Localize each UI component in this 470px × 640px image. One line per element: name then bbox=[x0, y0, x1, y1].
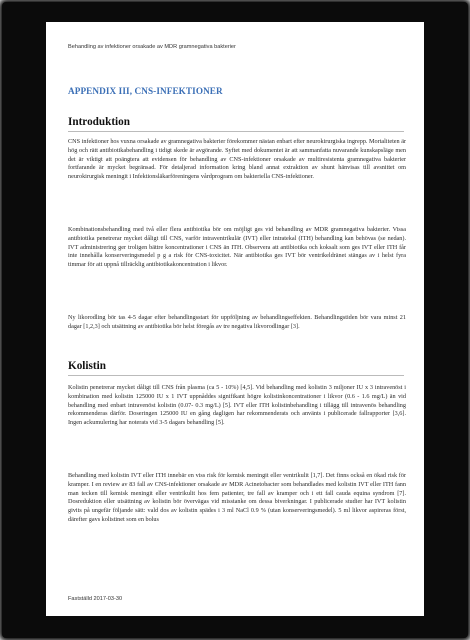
paragraph-intro-3: Ny likorodling bör tas 4-5 dagar efter behandlingsstart för uppföljning av behandlingseffekten. Behandlingstiden bör vara minst 21 dagar [1,2,3] och utsättning av antibiotika bör helst föregås av tre negativa likvorodlingar [3]. bbox=[68, 314, 406, 330]
footer-date: Fastställd 2017-03-30 bbox=[68, 596, 123, 602]
document-page bbox=[46, 22, 424, 616]
appendix-title: APPENDIX III, CNS-INFEKTIONER bbox=[68, 86, 223, 96]
paragraph-kolistin-1: Kolistin penetrerar mycket dåligt till CNS från plasma (ca 5 - 10%) [4,5]. Vid behandling med kolistin 3 miljoner IU x 3 intravenöst i kombination med kolistin 125000 IU x 1 IVT uppnåddes signifikant högre kolistinkoncentrationer i likvor (0.6 - 1.6 mg/L) än vid behandling med enbart intravenöst kolistin (0.07- 0.3 mg/L) [5]. IVT eller ITH kolistinbehandling i tillägg till intravenös behandling rekommenderas därför. Doseringen 125000 IU en gång dagligen har rekommenderats och använts i publicerade fallrapporter [3,6]. Ingen ackumulering har noterats vid 3-5 dagars behandling [5]. bbox=[68, 384, 406, 426]
paragraph-intro-1: CNS infektioner hos vuxna orsakade av gramnegativa bakterier förekommer nästan enbart efter neurokirurgiska ingrepp. Mortaliteten är hög och rätt antibiotikabehandling i tidigt skede är avgörande. Syftet med dokumentet är att sammanfatta nuvarande kunskapsläge men det är viktigt att poängtera att evidensen för behandling av CNS-infektioner orsakade av multiresistenta gramnegativa bakterier fortfarande är mycket begränsad. För detaljerad information kring bland annat extraktion av shunt hänvisas till avsnittet om neurokirurgisk meningit i Infektionsläkarföreningens vårdprogram om bakteriella CNS-infektioner. bbox=[68, 138, 406, 180]
paragraph-intro-2: Kombinationsbehandling med två eller flera antibiotika bör om möjligt ges vid behandling av MDR gramnegativa bakterier. Vissa antibiotika penetrerar mycket dåligt till CNS, varför intraventrikulär (IVT) eller intratekal (ITH) behandling kan behövas (se nedan). IVT administrering ger troligen bättre koncentrationer i CNS än ITH. Observera att antibiotika och koksalt som ges IVT eller ITH får inte innehålla konserveringsmedel p g a risk för CNS-toxicitet. När antibiotika ges IVT bör ventrikeldränet stängas av i helst fyra timmar för att uppnå tillräcklig antibiotikakoncentration i likvor. bbox=[68, 226, 406, 268]
section-heading-kolistin: Kolistin bbox=[68, 360, 404, 376]
paragraph-kolistin-2: Behandling med kolistin IVT eller ITH innebär en viss risk för kemisk meningit eller ventrikulit [1,7]. Det finns också en ökad risk för kramper. I en review av 83 fall av CNS-infektioner orsakade av MDR Acinetobacter som behandlades med kolistin IVT eller ITH fann man tecken till kemisk meningit eller ventrikulit hos fem patienter, tre fall av kramper och i ett fall cauda equina syndrom [7]. Dosreduktion eller utsättning av kolistin bör övervägas vid misstanke om dessa biverkningar. I publicerade studier har IVT kolistin givits på ungefär följande sätt: vald dos av kolistin spädes i 3 ml NaCl 0.9 % (utan konserveringsmedel). 5 ml likvor aspireras först, därefter gavs kolistinet som en bolus bbox=[68, 472, 406, 523]
section-heading-introduktion: Introduktion bbox=[68, 116, 404, 132]
running-header: Behandling av infektioner orsakade av MDR gramnegativa bakterier bbox=[68, 44, 236, 50]
